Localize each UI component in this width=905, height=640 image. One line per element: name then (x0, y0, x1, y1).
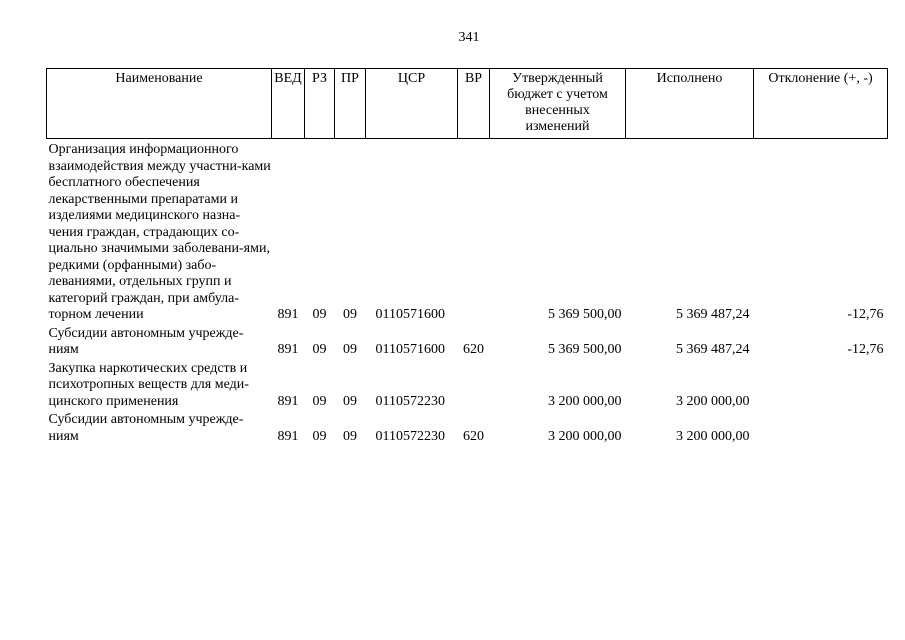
row-rz: 09 (312, 342, 327, 357)
row-deviation (754, 412, 888, 447)
table-row (47, 412, 888, 447)
row-name: Субсидии автономным учрежде-ниям (48, 412, 244, 444)
row-executed: 3 200 000,00 (676, 428, 750, 444)
page-number: 341 (458, 30, 480, 45)
row-approved: 5 369 500,00 (548, 307, 622, 322)
row-rz: 09 (312, 393, 327, 409)
header-pr: ПР (335, 69, 366, 139)
row-deviation (754, 361, 888, 413)
table-row (47, 139, 888, 326)
row-executed: 5 369 487,24 (676, 307, 750, 322)
row-ved: 891 (277, 393, 299, 409)
row-name: Закупка наркотических средств и психотропных веществ для меди-цинского применения (48, 360, 249, 409)
row-vr: 620 (463, 342, 484, 357)
row-ved: 891 (277, 342, 299, 357)
table-row (47, 326, 888, 361)
row-executed: 3 200 000,00 (676, 393, 750, 409)
table-header-row (47, 69, 888, 139)
header-vr: ВР (458, 69, 490, 139)
header-executed: Исполнено (626, 69, 754, 139)
row-vr (458, 361, 490, 413)
row-pr: 09 (343, 428, 357, 444)
row-pr: 09 (343, 307, 357, 322)
header-approved: Утвержденный бюджет с учетом внесенных изменений (490, 69, 626, 139)
row-deviation: -12,76 (847, 342, 884, 357)
header-ved: ВЕД (272, 69, 305, 139)
row-ved: 891 (277, 307, 299, 322)
row-executed: 5 369 487,24 (676, 342, 750, 357)
header-name: Наименование (47, 69, 272, 139)
row-csr: 0110572230 (375, 393, 445, 409)
row-pr: 09 (343, 393, 357, 409)
row-csr: 0110571600 (375, 307, 445, 322)
row-rz: 09 (312, 428, 327, 444)
row-approved: 3 200 000,00 (548, 428, 622, 444)
row-approved: 3 200 000,00 (548, 393, 622, 409)
row-csr: 0110571600 (375, 342, 445, 357)
row-approved: 5 369 500,00 (548, 342, 622, 357)
table-row (47, 361, 888, 413)
row-vr: 620 (463, 428, 484, 444)
row-name: Субсидии автономным учрежде-ниям (48, 325, 244, 357)
budget-table (46, 68, 888, 447)
row-csr: 0110572230 (375, 428, 445, 444)
row-pr: 09 (343, 342, 357, 357)
row-ved: 891 (277, 428, 299, 444)
row-deviation: -12,76 (847, 307, 884, 322)
row-rz: 09 (312, 307, 327, 322)
row-vr (458, 139, 490, 326)
header-rz: РЗ (305, 69, 335, 139)
header-deviation: Отклонение (+, -) (754, 69, 888, 139)
header-csr: ЦСР (366, 69, 458, 139)
row-name: Организация информационного взаимодействия между участни-ками бесплатного обеспечения лекарственными препаратами и изделиями медицинского назна-чения граждан, страдающих со-циально значимыми заболевани-ями, редкими (орфанными) забо-леваниями, отдельных групп и категорий граждан, при амбула-торном лечении (48, 142, 271, 322)
